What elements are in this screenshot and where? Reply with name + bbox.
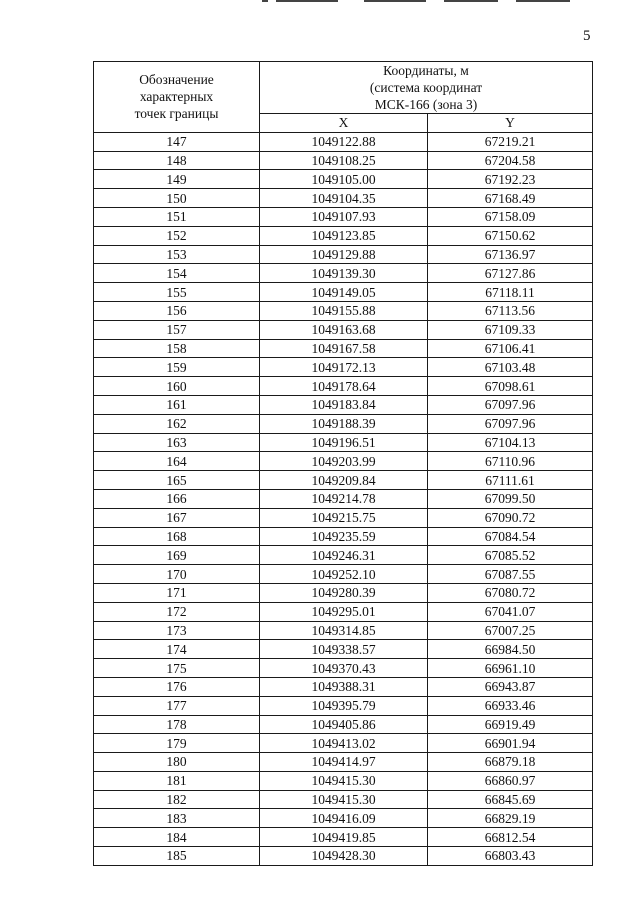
- point-cell: 183: [94, 809, 260, 828]
- scan-edge-mark: [262, 0, 268, 2]
- point-cell: 164: [94, 452, 260, 471]
- table-row: [94, 189, 593, 208]
- point-cell: 179: [94, 734, 260, 753]
- coordinates-header-line: МСК-166 (зона 3): [374, 97, 478, 112]
- point-cell: 156: [94, 301, 260, 320]
- y-coordinate-cell: 67106.41: [428, 339, 593, 358]
- point-cell: 182: [94, 790, 260, 809]
- point-cell: 163: [94, 433, 260, 452]
- table-row: [94, 621, 593, 640]
- x-coordinate-cell: 1049196.51: [260, 433, 428, 452]
- table-row: [94, 395, 593, 414]
- y-coordinate-cell: 67097.96: [428, 414, 593, 433]
- x-coordinate-cell: 1049105.00: [260, 170, 428, 189]
- scan-edge-mark: [516, 0, 570, 2]
- y-coordinate-cell: 67113.56: [428, 301, 593, 320]
- y-coordinate-cell: 67087.55: [428, 565, 593, 584]
- coordinates-header-line: Координаты, м: [383, 63, 469, 78]
- coordinates-header: [260, 62, 593, 114]
- y-coordinate-cell: 67150.62: [428, 226, 593, 245]
- designation-header-line: Обозначение: [139, 72, 214, 88]
- point-cell: 150: [94, 189, 260, 208]
- point-cell: 169: [94, 546, 260, 565]
- point-cell: 167: [94, 508, 260, 527]
- y-coordinate-cell: 67080.72: [428, 583, 593, 602]
- x-coordinate-cell: 1049215.75: [260, 508, 428, 527]
- point-cell: 147: [94, 132, 260, 151]
- table-row: [94, 170, 593, 189]
- point-cell: 152: [94, 226, 260, 245]
- x-coordinate-cell: 1049246.31: [260, 546, 428, 565]
- point-cell: 155: [94, 283, 260, 302]
- y-coordinate-cell: 66943.87: [428, 677, 593, 696]
- x-coordinate-cell: 1049139.30: [260, 264, 428, 283]
- x-coordinate-cell: 1049104.35: [260, 189, 428, 208]
- y-coordinate-cell: 67007.25: [428, 621, 593, 640]
- table-row: [94, 358, 593, 377]
- header-row: [94, 62, 593, 114]
- designation-header-line: характерных: [139, 89, 214, 105]
- y-coordinate-cell: 67192.23: [428, 170, 593, 189]
- y-coordinate-cell: 66879.18: [428, 753, 593, 772]
- x-coordinate-cell: 1049370.43: [260, 659, 428, 678]
- point-cell: 184: [94, 828, 260, 847]
- point-cell: 168: [94, 527, 260, 546]
- table-row: [94, 847, 593, 866]
- point-cell: 158: [94, 339, 260, 358]
- table-row: [94, 226, 593, 245]
- table-row: [94, 132, 593, 151]
- table-row: [94, 583, 593, 602]
- point-cell: 157: [94, 320, 260, 339]
- table-row: [94, 151, 593, 170]
- y-coordinate-cell: 67085.52: [428, 546, 593, 565]
- table-row: [94, 565, 593, 584]
- x-coordinate-cell: 1049149.05: [260, 283, 428, 302]
- table-row: [94, 715, 593, 734]
- y-coordinate-cell: 67104.13: [428, 433, 593, 452]
- coordinates-table: [93, 61, 593, 866]
- x-coordinate-cell: 1049178.64: [260, 377, 428, 396]
- y-column-header: Y: [428, 114, 593, 133]
- x-coordinate-cell: 1049235.59: [260, 527, 428, 546]
- y-coordinate-cell: 66860.97: [428, 771, 593, 790]
- x-coordinate-cell: 1049428.30: [260, 847, 428, 866]
- point-cell: 176: [94, 677, 260, 696]
- y-coordinate-cell: 67041.07: [428, 602, 593, 621]
- x-coordinate-cell: 1049280.39: [260, 583, 428, 602]
- point-cell: 175: [94, 659, 260, 678]
- table-row: [94, 471, 593, 490]
- x-coordinate-cell: 1049314.85: [260, 621, 428, 640]
- y-coordinate-cell: 67103.48: [428, 358, 593, 377]
- point-cell: 170: [94, 565, 260, 584]
- x-coordinate-cell: 1049395.79: [260, 696, 428, 715]
- table-row: [94, 753, 593, 772]
- x-coordinate-cell: 1049172.13: [260, 358, 428, 377]
- y-coordinate-cell: 67097.96: [428, 395, 593, 414]
- x-coordinate-cell: 1049214.78: [260, 489, 428, 508]
- table-row: [94, 264, 593, 283]
- x-coordinate-cell: 1049107.93: [260, 207, 428, 226]
- y-coordinate-cell: 66961.10: [428, 659, 593, 678]
- point-cell: 160: [94, 377, 260, 396]
- point-cell: 171: [94, 583, 260, 602]
- y-coordinate-cell: 66933.46: [428, 696, 593, 715]
- point-cell: 178: [94, 715, 260, 734]
- y-coordinate-cell: 66845.69: [428, 790, 593, 809]
- y-coordinate-cell: 67090.72: [428, 508, 593, 527]
- table-row: [94, 414, 593, 433]
- table-row: [94, 339, 593, 358]
- point-cell: 180: [94, 753, 260, 772]
- scan-edge-mark: [444, 0, 498, 2]
- table-row: [94, 207, 593, 226]
- x-coordinate-cell: 1049163.68: [260, 320, 428, 339]
- table-row: [94, 527, 593, 546]
- point-cell: 159: [94, 358, 260, 377]
- scan-edge-marks: [262, 0, 592, 3]
- point-cell: 154: [94, 264, 260, 283]
- table-row: [94, 771, 593, 790]
- point-cell: 174: [94, 640, 260, 659]
- x-coordinate-cell: 1049209.84: [260, 471, 428, 490]
- x-coordinate-cell: 1049155.88: [260, 301, 428, 320]
- table-row: [94, 828, 593, 847]
- point-cell: 165: [94, 471, 260, 490]
- y-coordinate-cell: 66901.94: [428, 734, 593, 753]
- x-coordinate-cell: 1049203.99: [260, 452, 428, 471]
- x-coordinate-cell: 1049405.86: [260, 715, 428, 734]
- coordinates-header-line: (система координат: [369, 80, 483, 95]
- y-coordinate-cell: 67109.33: [428, 320, 593, 339]
- x-coordinate-cell: 1049415.30: [260, 771, 428, 790]
- table-row: [94, 677, 593, 696]
- x-coordinate-cell: 1049415.30: [260, 790, 428, 809]
- point-cell: 148: [94, 151, 260, 170]
- x-coordinate-cell: 1049108.25: [260, 151, 428, 170]
- y-coordinate-cell: 67111.61: [428, 471, 593, 490]
- table-row: [94, 245, 593, 264]
- y-coordinate-cell: 67219.21: [428, 132, 593, 151]
- point-cell: 185: [94, 847, 260, 866]
- point-cell: 151: [94, 207, 260, 226]
- page-number: 5: [583, 28, 591, 44]
- y-coordinate-cell: 67099.50: [428, 489, 593, 508]
- table-row: [94, 301, 593, 320]
- x-coordinate-cell: 1049252.10: [260, 565, 428, 584]
- x-coordinate-cell: 1049183.84: [260, 395, 428, 414]
- y-coordinate-cell: 67168.49: [428, 189, 593, 208]
- y-coordinate-cell: 67158.09: [428, 207, 593, 226]
- x-column-header: X: [260, 114, 428, 133]
- y-coordinate-cell: 67127.86: [428, 264, 593, 283]
- scan-edge-mark: [364, 0, 426, 2]
- x-coordinate-cell: 1049123.85: [260, 226, 428, 245]
- y-coordinate-cell: 66812.54: [428, 828, 593, 847]
- point-cell: 162: [94, 414, 260, 433]
- table-row: [94, 377, 593, 396]
- table-row: [94, 640, 593, 659]
- designation-header-line: точек границы: [134, 106, 219, 122]
- table-row: [94, 809, 593, 828]
- point-cell: 173: [94, 621, 260, 640]
- table-header: [94, 62, 593, 133]
- x-coordinate-cell: 1049338.57: [260, 640, 428, 659]
- y-coordinate-cell: 66919.49: [428, 715, 593, 734]
- table-row: [94, 546, 593, 565]
- table-row: [94, 508, 593, 527]
- x-coordinate-cell: 1049419.85: [260, 828, 428, 847]
- y-coordinate-cell: 67204.58: [428, 151, 593, 170]
- point-cell: 177: [94, 696, 260, 715]
- table-row: [94, 734, 593, 753]
- y-coordinate-cell: 67110.96: [428, 452, 593, 471]
- table-row: [94, 452, 593, 471]
- x-coordinate-cell: 1049167.58: [260, 339, 428, 358]
- table-row: [94, 489, 593, 508]
- table-row: [94, 433, 593, 452]
- table-row: [94, 790, 593, 809]
- table-row: [94, 659, 593, 678]
- point-cell: 161: [94, 395, 260, 414]
- x-coordinate-cell: 1049414.97: [260, 753, 428, 772]
- y-coordinate-cell: 67084.54: [428, 527, 593, 546]
- point-cell: 172: [94, 602, 260, 621]
- y-coordinate-cell: 67136.97: [428, 245, 593, 264]
- scan-edge-mark: [276, 0, 338, 2]
- table-row: [94, 320, 593, 339]
- table-row: [94, 283, 593, 302]
- table-row: [94, 696, 593, 715]
- y-coordinate-cell: 66803.43: [428, 847, 593, 866]
- x-coordinate-cell: 1049388.31: [260, 677, 428, 696]
- x-coordinate-cell: 1049295.01: [260, 602, 428, 621]
- point-cell: 153: [94, 245, 260, 264]
- y-coordinate-cell: 67118.11: [428, 283, 593, 302]
- table-body: [94, 132, 593, 865]
- point-cell: 149: [94, 170, 260, 189]
- x-coordinate-cell: 1049416.09: [260, 809, 428, 828]
- point-cell: 166: [94, 489, 260, 508]
- x-coordinate-cell: 1049413.02: [260, 734, 428, 753]
- table-row: [94, 602, 593, 621]
- y-coordinate-cell: 67098.61: [428, 377, 593, 396]
- y-coordinate-cell: 66829.19: [428, 809, 593, 828]
- x-coordinate-cell: 1049188.39: [260, 414, 428, 433]
- x-coordinate-cell: 1049129.88: [260, 245, 428, 264]
- x-coordinate-cell: 1049122.88: [260, 132, 428, 151]
- designation-header: [94, 62, 260, 133]
- point-cell: 181: [94, 771, 260, 790]
- y-coordinate-cell: 66984.50: [428, 640, 593, 659]
